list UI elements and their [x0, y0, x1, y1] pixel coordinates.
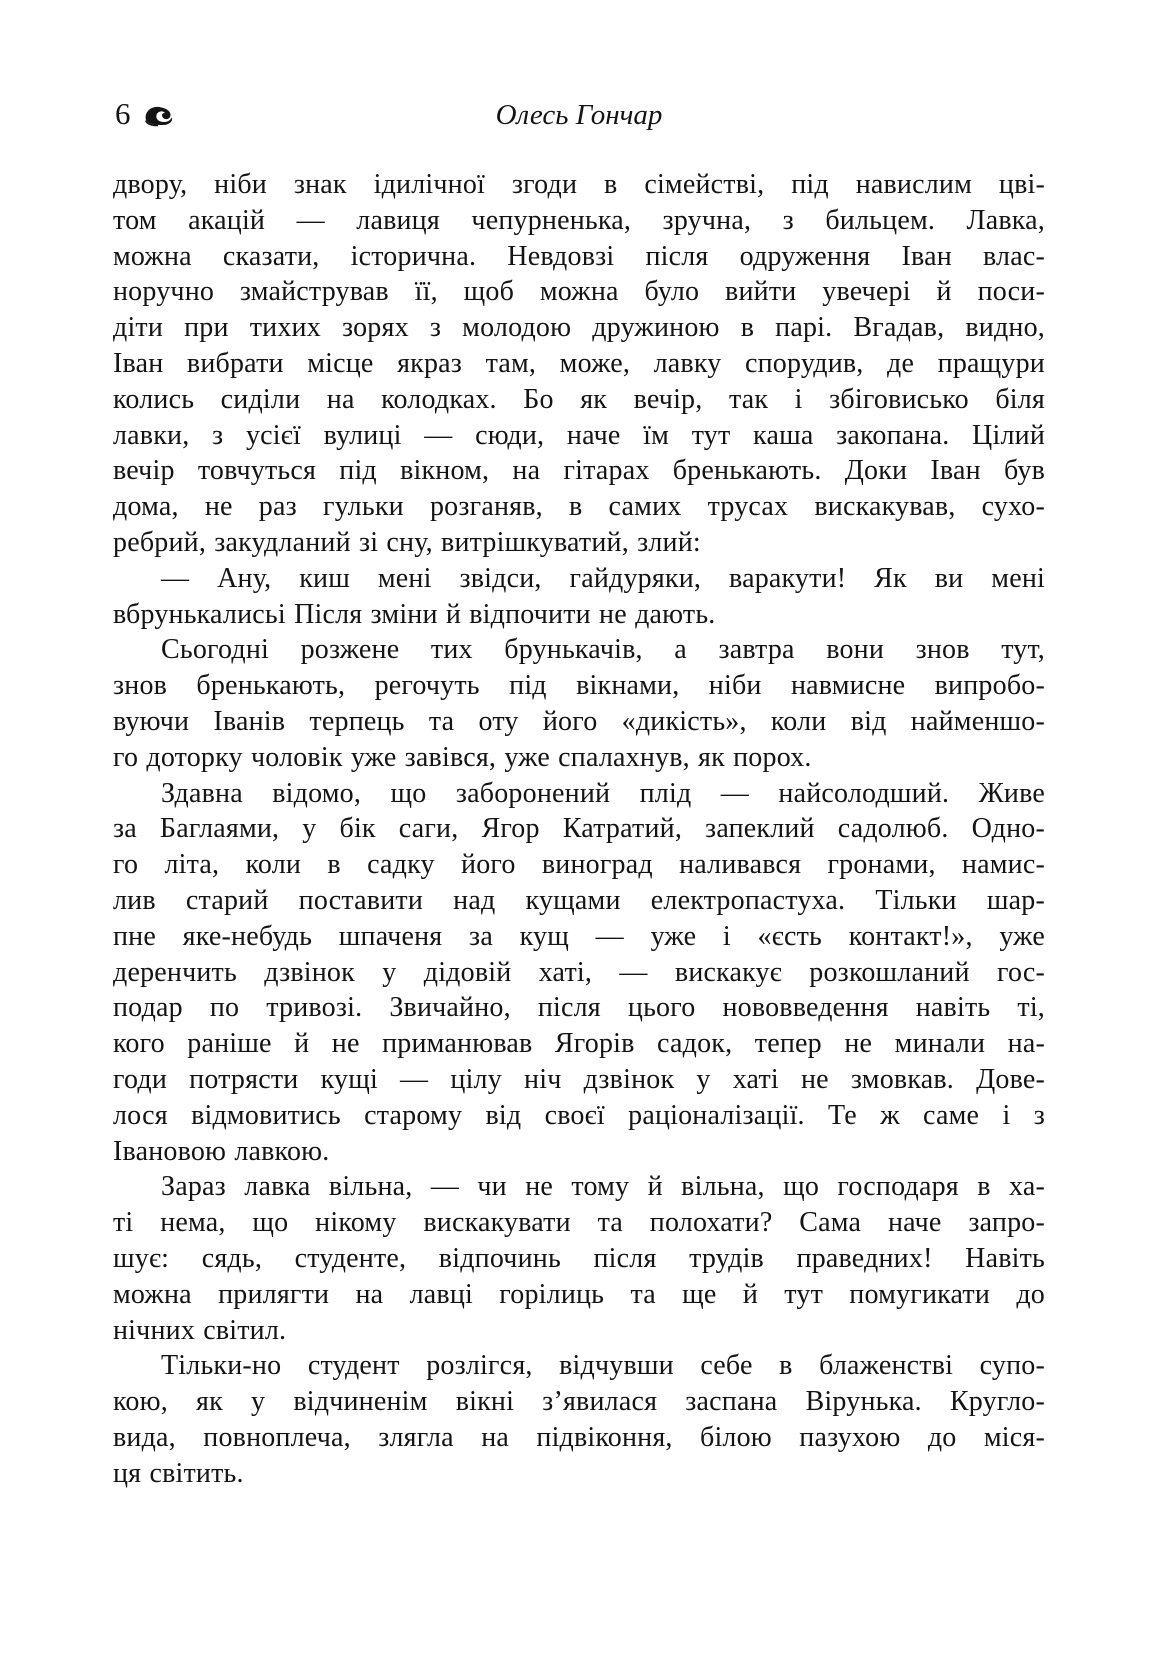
- paragraph: [113, 632, 1045, 775]
- text-line: ребрий, закудланий зі сну, витрішкуватий, злий:: [113, 526, 701, 558]
- text-line: подар по тривозі. Звичайно, після цього нововведення навіть ті,: [113, 992, 1045, 1024]
- text-line: шує: сядь, студенте, відпочинь після трудів праведних! Навіть: [113, 1242, 1045, 1274]
- page-header: [113, 96, 1045, 136]
- text-line: колись сиділи на колодках. Бо як вечір, так і збіговисько біля: [113, 383, 1045, 415]
- text-line: двору, ніби знак ідилічної згоди в сімействі, під навислим цві-: [113, 169, 1045, 200]
- page-number: 6: [115, 96, 131, 131]
- text-line: вида, повноплеча, злягла на підвіконня, білою пазухою до міся-: [113, 1421, 1045, 1453]
- text-line: Здавна відомо, що заборонений плід — найсолодший. Живе: [161, 777, 1045, 809]
- text-line: Іван вибрати місце якраз там, може, лавку спорудив, де пращури: [113, 347, 1045, 379]
- text-line: вуючи Іванів терпець та оту його «дикість», коли від найменшо-: [113, 705, 1045, 737]
- text-line: лавки, з усієї вулиці — сюди, наче їм тут каша закопана. Цілий: [113, 419, 1045, 451]
- text-line: можна сказати, історична. Невдовзі після одруження Іван влас-: [113, 240, 1045, 272]
- text-line: ця світить.: [113, 1457, 244, 1489]
- text-line: діти при тихих зорях з молодою дружиною в парі. Вгадав, видно,: [113, 312, 1045, 344]
- paragraph: [113, 776, 1045, 1170]
- body-text: [113, 167, 1045, 1491]
- text-line: том акацій — лавиця чепурненька, зручна, з бильцем. Лавка,: [113, 204, 1045, 236]
- text-line: вечір товчуться під вікном, на гітарах бренькають. Доки Іван був: [113, 455, 1045, 487]
- text-line: го літа, коли в садку його виноград наливався гронами, намис-: [113, 849, 1045, 881]
- text-line: Івановою лавкою.: [113, 1135, 330, 1167]
- text-line: кою, як у відчиненім вікні з’явилася заспана Вірунька. Кругло-: [113, 1386, 1045, 1418]
- paragraph: [113, 561, 1045, 633]
- text-line: кого раніше й не приманював Ягорів садок, тепер не минали на-: [113, 1028, 1045, 1060]
- paragraph: [113, 1348, 1045, 1491]
- text-line: знов бренькають, регочуть під вікнами, ніби навмисне випробо-: [113, 670, 1045, 702]
- text-line: годи потрясти кущі — цілу ніч дзвінок у хаті не змовкав. Дове-: [113, 1063, 1045, 1095]
- paragraph: [113, 167, 1045, 561]
- text-line: за Баглаями, у бік саги, Ягор Катратий, запеклий садолюб. Одно-: [113, 813, 1045, 845]
- text-line: норучно змайстрував її, щоб можна було вийти увечері й поси-: [113, 276, 1045, 308]
- text-line: нічних світил.: [113, 1314, 287, 1346]
- text-line: деренчить дзвінок у дідовій хаті, — вискакує розкошланий гос-: [113, 956, 1045, 988]
- text-line: пне яке-небудь шпаченя за кущ — уже і «єсть контакт!», уже: [113, 920, 1045, 952]
- text-line: можна прилягти на лавці горілиць та ще й тут помугикати до: [113, 1278, 1045, 1310]
- text-line: вбрунькалисьі Після зміни й відпочити не дають.: [113, 598, 716, 630]
- text-line: — Ану, киш мені звідси, гайдуряки, варакути! Як ви мені: [161, 562, 1045, 594]
- text-line: дома, не раз гульки розганяв, в самих трусах вискакував, сухо-: [113, 491, 1045, 523]
- text-line: Тільки-но студент розлігся, відчувши себе в блаженстві супо-: [161, 1350, 1045, 1382]
- text-line: лив старий поставити над кущами електропастуха. Тільки шар-: [113, 884, 1045, 916]
- paragraph: [113, 1169, 1045, 1348]
- text-line: ті нема, що нікому вискакувати та полохати? Сама наче запро-: [113, 1207, 1045, 1239]
- text-line: го доторку чоловік уже завівся, уже спалахнув, як порох.: [113, 741, 812, 773]
- running-title: Олесь Гончар: [495, 99, 663, 131]
- text-line: лося відмовитись старому від своєї раціоналізації. Те ж саме і з: [113, 1099, 1045, 1131]
- text-line: Зараз лавка вільна, — чи не тому й вільна, що господаря в ха-: [161, 1171, 1045, 1203]
- text-line: Сьогодні розжене тих брунькачів, а завтра вони знов тут,: [161, 634, 1045, 666]
